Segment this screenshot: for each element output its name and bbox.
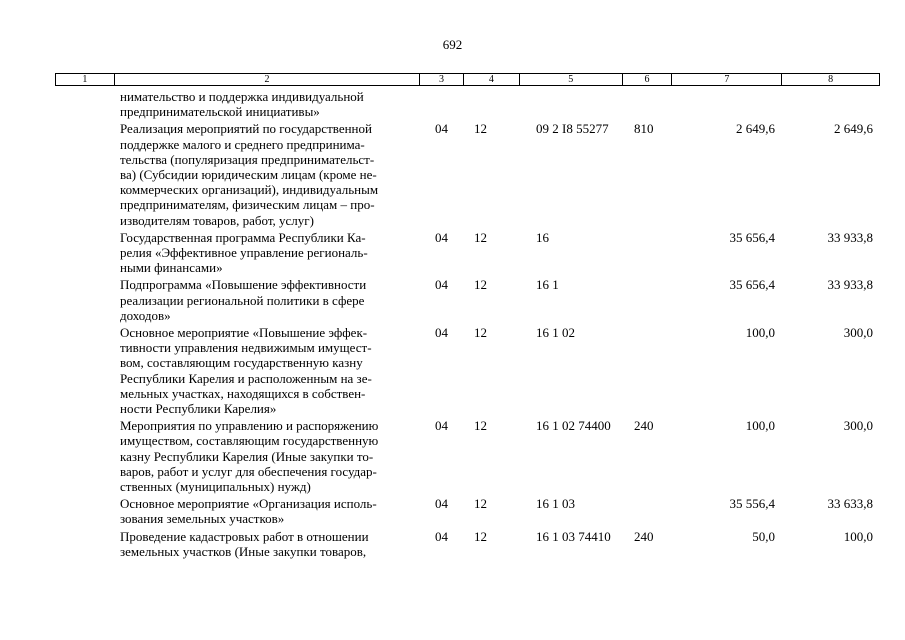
- item-name-cell: [114, 89, 420, 119]
- item-name-line: Основное мероприятие «Повышение эффек-: [120, 325, 368, 341]
- target-article-cell: 16 1 03: [536, 496, 575, 512]
- expense-type-cell: [623, 277, 673, 323]
- subsection-cell: 12: [474, 229, 487, 245]
- subsection-cell: 12: [474, 528, 487, 544]
- table-row: [55, 121, 880, 227]
- expense-type-cell: 240: [634, 528, 654, 544]
- empty-cell: [55, 496, 114, 526]
- amount-year-1-cell: 2 649,6: [736, 121, 775, 137]
- subsection-cell: [464, 89, 520, 119]
- amount-year-2-cell: 33 933,8: [827, 277, 873, 293]
- table-row: [55, 230, 880, 276]
- empty-cell: [55, 121, 114, 227]
- target-article-cell: 16 1 03 74410: [536, 528, 611, 544]
- item-name-line: ными финансами»: [120, 260, 223, 276]
- item-name-line: Мероприятия по управлению и распоряжению: [120, 418, 379, 434]
- header-col-5: 5: [520, 74, 623, 85]
- item-name-line: земельных участков (Иные закупки товаров,: [120, 543, 367, 559]
- section-cell: 04: [435, 496, 448, 512]
- item-name-cell: [114, 496, 420, 526]
- item-name-line: предпринимательской инициативы»: [120, 104, 320, 120]
- header-col-6: 6: [623, 74, 673, 85]
- amount-year-1-cell: 35 656,4: [729, 229, 775, 245]
- amount-year-2-cell: 2 649,6: [834, 121, 873, 137]
- target-article-cell: 16 1: [536, 277, 559, 293]
- item-name-cell: [114, 277, 420, 323]
- table-header: [55, 73, 880, 86]
- table-body: [55, 89, 880, 559]
- subsection-cell: 12: [474, 418, 487, 434]
- amount-year-2-cell: 300,0: [843, 418, 873, 434]
- empty-cell: [55, 325, 114, 416]
- header-col-3: 3: [420, 74, 464, 85]
- item-name-line: изводителям товаров, работ, услуг): [120, 212, 314, 228]
- item-name-line: предпринимателям, физическим лицам – про-: [120, 197, 375, 213]
- empty-cell: [55, 529, 114, 559]
- item-name-line: ности Республики Карелия»: [120, 401, 277, 417]
- expense-type-cell: 810: [634, 121, 654, 137]
- item-name-line: коммерческих организаций), индивидуальным: [120, 182, 379, 198]
- target-article-cell: [520, 89, 623, 119]
- item-name-line: релия «Эффективное управление региональ-: [120, 245, 368, 261]
- empty-cell: [55, 277, 114, 323]
- amount-year-1-cell: 35 656,4: [729, 277, 775, 293]
- section-cell: 04: [435, 277, 448, 293]
- item-name-cell: [114, 121, 420, 227]
- amount-year-2-cell: 100,0: [843, 528, 873, 544]
- item-name-line: мельных участках, находящихся в собствен-: [120, 385, 366, 401]
- table-row: [55, 418, 880, 494]
- section-cell: 04: [435, 418, 448, 434]
- item-name-line: зования земельных участков»: [120, 511, 285, 527]
- item-name-line: Реализация мероприятий по государственной: [120, 121, 372, 137]
- target-article-cell: 16: [536, 229, 549, 245]
- item-name-line: Государственная программа Республики Ка-: [120, 229, 366, 245]
- expense-type-cell: [623, 496, 673, 526]
- item-name-line: варов, работ и услуг для обеспечения государ-: [120, 463, 377, 479]
- table-row: [55, 529, 880, 559]
- expense-type-cell: [623, 325, 673, 416]
- item-name-line: тельства (популяризация предпринимательст-: [120, 151, 375, 167]
- amount-year-1-cell: [673, 89, 783, 119]
- target-article-cell: 16 1 02: [536, 325, 575, 341]
- table-row: [55, 325, 880, 416]
- amount-year-2-cell: 33 633,8: [827, 496, 873, 512]
- item-name-cell: [114, 230, 420, 276]
- expense-type-cell: [623, 89, 673, 119]
- amount-year-1-cell: 35 556,4: [729, 496, 775, 512]
- section-cell: [420, 89, 464, 119]
- item-name-line: вом, составляющим государственную казну: [120, 355, 363, 371]
- item-name-line: казну Республики Карелия (Иные закупки то-: [120, 448, 374, 464]
- item-name-line: Республики Карелия и расположенным на зе-: [120, 370, 372, 386]
- target-article-cell: 09 2 I8 55277: [536, 121, 609, 137]
- header-col-7: 7: [672, 74, 782, 85]
- table-row: [55, 496, 880, 526]
- item-name-line: Основное мероприятие «Организация исполь-: [120, 496, 377, 512]
- empty-cell: [55, 418, 114, 494]
- expense-type-cell: [623, 230, 673, 276]
- section-cell: 04: [435, 229, 448, 245]
- item-name-line: Проведение кадастровых работ в отношении: [120, 528, 369, 544]
- amount-year-2-cell: 33 933,8: [827, 229, 873, 245]
- page-number: 692: [442, 37, 463, 52]
- section-cell: 04: [435, 325, 448, 341]
- item-name-line: тивности управления недвижимым имущест-: [120, 340, 372, 356]
- subsection-cell: 12: [474, 121, 487, 137]
- header-col-8: 8: [828, 74, 834, 85]
- item-name-line: имуществом, составляющим государственную: [120, 433, 379, 449]
- header-col-1: 1: [56, 74, 115, 85]
- item-name-cell: [114, 418, 420, 494]
- item-name-cell: [114, 529, 420, 559]
- amount-year-2-cell: 300,0: [843, 325, 873, 341]
- amount-year-1-cell: 50,0: [752, 528, 775, 544]
- expense-type-cell: 240: [634, 418, 654, 434]
- header-col-4: 4: [464, 74, 520, 85]
- table-row: [55, 89, 880, 119]
- section-cell: 04: [435, 121, 448, 137]
- subsection-cell: 12: [474, 277, 487, 293]
- item-name-line: нимательство и поддержка индивидуальной: [120, 89, 364, 104]
- amount-year-2-cell: [783, 89, 880, 119]
- subsection-cell: 12: [474, 325, 487, 341]
- item-name-line: поддержке малого и среднего предпринима-: [120, 136, 365, 152]
- item-name-line: Подпрограмма «Повышение эффективности: [120, 277, 367, 293]
- target-article-cell: 16 1 02 74400: [536, 418, 611, 434]
- amount-year-1-cell: 100,0: [745, 325, 775, 341]
- subsection-cell: 12: [474, 496, 487, 512]
- section-cell: 04: [435, 528, 448, 544]
- empty-cell: [55, 89, 114, 119]
- amount-year-1-cell: 100,0: [745, 418, 775, 434]
- item-name-cell: [114, 325, 420, 416]
- item-name-line: реализации региональной политики в сфере: [120, 292, 365, 308]
- header-col-2: 2: [115, 74, 420, 85]
- empty-cell: [55, 230, 114, 276]
- item-name-line: ственных (муниципальных) нужд): [120, 479, 311, 495]
- item-name-line: доходов»: [120, 307, 171, 323]
- table-row: [55, 277, 880, 323]
- item-name-line: ва) (Субсидии юридическим лицам (кроме не-: [120, 167, 377, 183]
